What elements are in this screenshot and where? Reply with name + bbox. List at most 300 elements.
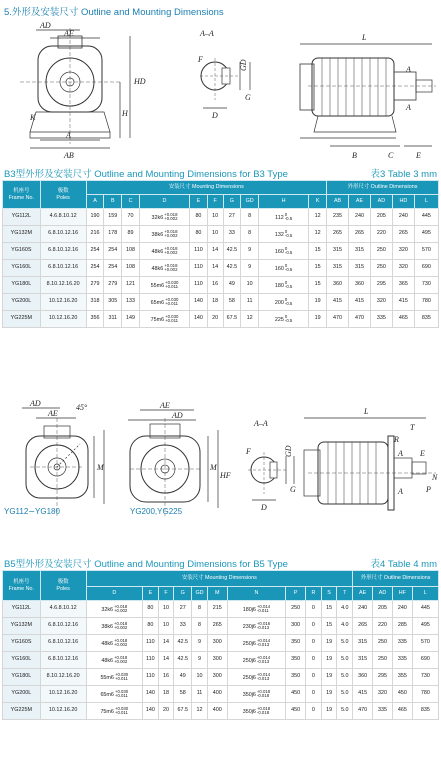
cell-p: 350: [286, 635, 306, 652]
cell-hd: 320: [392, 243, 414, 260]
cell-r: 0: [306, 635, 322, 652]
dim-a: A: [66, 131, 71, 140]
cell-g: 67.5: [174, 703, 192, 720]
dim-l: L: [362, 33, 367, 42]
tolerance: [257, 690, 270, 699]
tolerance: [285, 264, 292, 273]
b3-outline-drawing: [0, 20, 441, 162]
cell-gd: 8: [192, 601, 208, 618]
b5-outline-drawing: [0, 396, 441, 548]
cell-l: 730: [414, 277, 438, 294]
cell-hf: 335: [392, 652, 412, 669]
tolerance-upper: +0.018: [164, 262, 178, 268]
cell-n: [227, 652, 286, 669]
cell-m: 265: [207, 618, 227, 635]
cell-ae: 315: [349, 243, 371, 260]
cell-g: 33: [223, 226, 241, 243]
tolerance: [285, 213, 292, 222]
cell-gd: 10: [241, 277, 259, 294]
tolerance-lower: +0.011: [114, 710, 128, 715]
cell-n: [227, 669, 286, 686]
cell-hf: 355: [392, 669, 412, 686]
cell-c: 133: [122, 294, 140, 311]
cell-d: [139, 243, 189, 260]
b3-row: [3, 226, 439, 243]
cell-e: 80: [190, 226, 208, 243]
cell-d: [139, 226, 189, 243]
b3-col-ae: AE: [349, 195, 371, 209]
value-base: 38k6: [151, 231, 164, 238]
cell-t: 5.0: [337, 703, 353, 720]
tolerance-lower: -0.5: [284, 216, 293, 221]
cell-ae: 315: [349, 260, 371, 277]
cell-f: 10: [207, 209, 223, 226]
tolerance: [285, 281, 292, 290]
cell-a: 254: [86, 243, 104, 260]
poles: 6.8.10.12.16: [40, 635, 86, 652]
cell-s: 19: [321, 703, 337, 720]
cell-ae: 315: [353, 635, 373, 652]
frame-no: YG132M: [3, 618, 41, 635]
cell-k: 15: [309, 277, 327, 294]
b3-col-ad: AD: [370, 195, 392, 209]
cell-f: 14: [207, 260, 223, 277]
cell-c: 149: [122, 311, 140, 328]
cell-ae: 470: [353, 703, 373, 720]
cell-ad: 220: [373, 618, 393, 635]
cell-h: [259, 226, 309, 243]
cell-a: 356: [86, 311, 104, 328]
b5-col-m: M: [207, 587, 227, 601]
cell-k: 12: [309, 209, 327, 226]
value-base: 160: [274, 265, 284, 272]
b5-col-p: P: [286, 587, 306, 601]
b5-row: [3, 703, 439, 720]
tolerance-upper: +0.018: [114, 603, 128, 609]
cell-ad: 205: [373, 601, 393, 618]
frame-no: YG132M: [3, 226, 41, 243]
frame-no: YG225M: [3, 703, 41, 720]
cell-g: 49: [174, 669, 192, 686]
tolerance-upper: +0.030: [165, 279, 179, 285]
cell-p: 250: [286, 601, 306, 618]
cell-ad: 220: [370, 226, 392, 243]
tolerance: [257, 639, 270, 648]
value-base: 55m6: [100, 674, 114, 681]
cell-ae: 265: [349, 226, 371, 243]
cell-e: 110: [143, 652, 159, 669]
b5-col-hf: HF: [392, 587, 412, 601]
b5-dim-g: G: [290, 485, 296, 494]
cell-g: 58: [223, 294, 241, 311]
cell-d: [86, 652, 142, 669]
cell-e: 140: [190, 294, 208, 311]
cell-e: 110: [190, 243, 208, 260]
frame-no: YG160L: [3, 652, 41, 669]
tolerance-upper: 0: [284, 313, 288, 319]
cell-gd: 8: [241, 209, 259, 226]
value-base: 65m6: [100, 691, 114, 698]
cell-e: 140: [143, 686, 159, 703]
b3-header-outline: 外形尺寸 Outline Dimensions: [327, 181, 439, 195]
cell-e: 110: [143, 669, 159, 686]
b5-dim-m: M: [97, 463, 104, 472]
b3-header-poles: 极数 Poles: [40, 181, 86, 209]
b3-row: [3, 209, 439, 226]
poles: 6.8.10.12.16: [40, 618, 86, 635]
cell-b: 311: [104, 311, 122, 328]
cell-g: 67.5: [223, 311, 241, 328]
cell-g: 42.5: [223, 260, 241, 277]
b3-row: [3, 311, 439, 328]
b5-row: [3, 652, 439, 669]
b5-col-t: T: [337, 587, 353, 601]
tolerance: [285, 230, 292, 239]
tolerance-upper: 0: [284, 211, 288, 217]
tolerance-lower: -0.013: [256, 625, 270, 630]
cell-ab: 315: [327, 243, 349, 260]
cell-gd: 8: [241, 226, 259, 243]
cell-g: 42.5: [174, 635, 192, 652]
tolerance-lower: +0.011: [165, 284, 179, 289]
cell-g: 33: [174, 618, 192, 635]
cell-p: 300: [286, 618, 306, 635]
cell-a: 279: [86, 277, 104, 294]
dim-gd: GD: [239, 59, 248, 71]
cell-gd: 9: [192, 635, 208, 652]
cell-c: 89: [122, 226, 140, 243]
cell-s: 19: [321, 686, 337, 703]
tolerance: [165, 315, 178, 324]
cell-b: 159: [104, 209, 122, 226]
dim-h: H: [122, 109, 128, 118]
poles: 4.6.8.10.12: [40, 209, 86, 226]
cell-e: 140: [143, 703, 159, 720]
cell-gd: 12: [241, 311, 259, 328]
cell-gd: 9: [241, 260, 259, 277]
b5-dim-l: L: [364, 407, 369, 416]
cell-e: 80: [143, 618, 159, 635]
cell-ab: 470: [327, 311, 349, 328]
value-base: 250j6: [242, 674, 256, 681]
tolerance-upper: +0.018: [256, 688, 271, 694]
cell-ae: 315: [353, 652, 373, 669]
b5-shaft-section: [248, 452, 294, 500]
b5-caption-large: YG200,YG225: [130, 507, 183, 516]
cell-f: 16: [158, 669, 174, 686]
tolerance-lower: -0.5: [284, 301, 293, 306]
cell-r: 0: [306, 618, 322, 635]
b5-section-mark-a-bottom: A: [398, 487, 403, 496]
tolerance-lower: -0.011: [256, 608, 269, 613]
cell-l: 570: [414, 243, 438, 260]
tolerance-upper: +0.014: [256, 637, 271, 643]
cell-f: 14: [158, 635, 174, 652]
poles: 6.8.10.12.16: [40, 260, 86, 277]
value-base: 350j6: [242, 691, 256, 698]
cell-g: 49: [223, 277, 241, 294]
tolerance-upper: +0.014: [256, 654, 271, 660]
tolerance-upper: +0.030: [114, 705, 129, 711]
tolerance-lower: +0.002: [164, 267, 178, 272]
cell-f: 18: [207, 294, 223, 311]
cell-b: 279: [104, 277, 122, 294]
b3-header-frame: 机座号 Frame No.: [3, 181, 41, 209]
cell-ab: 315: [327, 260, 349, 277]
tolerance-lower: +0.011: [114, 693, 128, 698]
cell-h: [259, 260, 309, 277]
cell-g: 42.5: [223, 243, 241, 260]
cell-r: 0: [306, 652, 322, 669]
cell-e: 80: [143, 601, 159, 618]
tolerance-lower: -0.013: [256, 676, 270, 681]
frame-no: YG225M: [3, 311, 41, 328]
cell-ae: 265: [353, 618, 373, 635]
tolerance-lower: -0.5: [284, 250, 293, 255]
cell-t: 5.0: [337, 635, 353, 652]
cell-ad: 250: [370, 243, 392, 260]
b5-side-view: [304, 418, 436, 510]
cell-f: 18: [158, 686, 174, 703]
tolerance-lower: +0.002: [114, 642, 128, 647]
b5-caption: [4, 556, 437, 570]
b5-dim-n: N: [432, 473, 438, 482]
tolerance-upper: +0.018: [114, 654, 128, 660]
value-base: 48k6: [151, 248, 164, 255]
poles: 6.8.10.12.16: [40, 652, 86, 669]
cell-l: 690: [412, 652, 438, 669]
cell-g: 27: [174, 601, 192, 618]
cell-ae: 240: [353, 601, 373, 618]
value-base: 75m6: [150, 316, 165, 323]
cell-d: [139, 311, 189, 328]
cell-f: 20: [158, 703, 174, 720]
value-base: 48k6: [101, 640, 114, 647]
cell-s: 19: [321, 652, 337, 669]
tolerance-lower: -0.013: [256, 659, 270, 664]
b5-col-l: L: [412, 587, 438, 601]
cell-g: 27: [223, 209, 241, 226]
tolerance-upper: +0.018: [114, 637, 128, 643]
tolerance-upper: +0.018: [164, 211, 178, 217]
dim-ab: AB: [64, 151, 74, 160]
value-base: 180: [274, 282, 284, 289]
cell-b: 178: [104, 226, 122, 243]
b5-header-frame: 机座号 Frame No.: [3, 571, 41, 601]
cell-a: 190: [86, 209, 104, 226]
frame-no: YG112L: [3, 601, 41, 618]
tolerance: [257, 622, 270, 631]
cell-ad: 250: [373, 652, 393, 669]
value-base: 250j6: [242, 657, 256, 664]
b3-side-view: [300, 44, 436, 146]
b3-col-d: D: [139, 195, 189, 209]
b5-dim-ae: AE: [48, 409, 58, 418]
b5-row: [3, 601, 439, 618]
poles: 10.12.16.20: [40, 703, 86, 720]
b3-col-a: A: [86, 195, 104, 209]
cell-h: [259, 294, 309, 311]
cell-ae: 240: [349, 209, 371, 226]
cell-gd: 10: [192, 669, 208, 686]
cell-c: 70: [122, 209, 140, 226]
cell-ae: 360: [353, 669, 373, 686]
tolerance-lower: +0.002: [164, 250, 178, 255]
value-base: 32k6: [151, 214, 164, 221]
dim-d: D: [212, 111, 218, 120]
cell-e: 80: [190, 209, 208, 226]
tolerance: [114, 605, 127, 614]
b3-col-h: H: [259, 195, 309, 209]
value-base: 48k6: [151, 265, 164, 272]
tolerance-upper: +0.030: [165, 313, 179, 319]
cell-h: [259, 209, 309, 226]
tolerance-lower: -0.5: [284, 284, 293, 289]
b5-row: [3, 686, 439, 703]
cell-m: 300: [207, 635, 227, 652]
cell-l: 730: [412, 669, 438, 686]
b5-col-gd: GD: [192, 587, 208, 601]
cell-hd: 265: [392, 226, 414, 243]
cell-gd: 11: [192, 686, 208, 703]
b5-mid-dim-ae: AE: [160, 401, 170, 410]
cell-h: [259, 243, 309, 260]
b5-table-number: 表4 Table 4 mm: [370, 559, 437, 570]
b5-col-f: F: [158, 587, 174, 601]
cell-m: 400: [207, 686, 227, 703]
cell-ab: 360: [327, 277, 349, 294]
poles: 10.12.16.20: [40, 686, 86, 703]
cell-a: 318: [86, 294, 104, 311]
tolerance: [164, 247, 177, 256]
cell-l: 835: [412, 703, 438, 720]
b3-header-mounting: 安装尺寸 Mounting Dimensions: [86, 181, 326, 195]
tolerance: [165, 298, 178, 307]
cell-n: [227, 703, 286, 720]
cell-f: 16: [207, 277, 223, 294]
b5-caption-small: YG112∼YG180: [4, 507, 60, 516]
cell-r: 0: [306, 601, 322, 618]
cell-d: [139, 209, 189, 226]
b3-col-gd: GD: [241, 195, 259, 209]
b3-dimension-table: [2, 180, 439, 328]
tolerance-upper: 0: [284, 279, 288, 285]
b3-col-k: K: [309, 195, 327, 209]
b5-header-mounting: 安装尺寸 Mounting Dimensions: [86, 571, 353, 587]
b5-front-view-large: [128, 410, 218, 516]
cell-m: 300: [207, 652, 227, 669]
cell-p: 450: [286, 686, 306, 703]
cell-gd: 8: [192, 618, 208, 635]
cell-s: 15: [321, 601, 337, 618]
cell-ab: 265: [327, 226, 349, 243]
tolerance: [164, 264, 177, 273]
cell-d: [86, 601, 142, 618]
cell-ae: 415: [349, 294, 371, 311]
tolerance-upper: 0: [284, 228, 288, 234]
b3-col-e: E: [190, 195, 208, 209]
tolerance-lower: -0.5: [284, 233, 293, 238]
b3-col-hd: HD: [392, 195, 414, 209]
cell-e: 110: [190, 277, 208, 294]
b5-col-ae: AE: [353, 587, 373, 601]
value-base: 250j6: [242, 640, 256, 647]
cell-d: [86, 703, 142, 720]
tolerance-upper: +0.030: [165, 296, 179, 302]
cell-l: 445: [414, 209, 438, 226]
cell-hf: 465: [392, 703, 412, 720]
b5-col-g: G: [174, 587, 192, 601]
cell-c: 108: [122, 260, 140, 277]
b5-row: [3, 618, 439, 635]
cell-t: 4.0: [337, 618, 353, 635]
value-base: 160: [274, 248, 284, 255]
cell-f: 14: [207, 243, 223, 260]
b3-table-title: B3型外形及安装尺寸 Outline and Mounting Dimensions for B3 Type: [4, 169, 288, 180]
cell-h: [259, 311, 309, 328]
b3-col-c: C: [122, 195, 140, 209]
cell-b: 305: [104, 294, 122, 311]
cell-s: 19: [321, 669, 337, 686]
tolerance: [257, 656, 270, 665]
cell-f: 10: [207, 226, 223, 243]
b5-col-e: E: [143, 587, 159, 601]
cell-d: [86, 669, 142, 686]
b3-col-g: G: [223, 195, 241, 209]
poles: 6.8.10.12.16: [40, 243, 86, 260]
b3-col-b: B: [104, 195, 122, 209]
cell-c: 121: [122, 277, 140, 294]
cell-ad: 320: [373, 686, 393, 703]
cell-p: 350: [286, 652, 306, 669]
tolerance: [257, 707, 270, 716]
tolerance-upper: +0.018: [256, 705, 271, 711]
frame-no: YG160S: [3, 635, 41, 652]
b5-col-r: R: [306, 587, 322, 601]
b3-row: [3, 243, 439, 260]
section-title: 5.外形及安装尺寸 Outline and Mounting Dimensions: [4, 7, 224, 18]
tolerance-lower: +0.002: [164, 216, 178, 221]
b5-col-n: N: [227, 587, 286, 601]
tolerance: [165, 281, 178, 290]
b5-mid-dim-hf: HF: [220, 471, 231, 480]
cell-g: 58: [174, 686, 192, 703]
value-base: 112: [275, 214, 284, 221]
cell-ae: 470: [349, 311, 371, 328]
cell-n: [227, 635, 286, 652]
cell-t: 5.0: [337, 686, 353, 703]
b5-dim-f: F: [246, 447, 251, 456]
tolerance-upper: +0.018: [114, 620, 128, 626]
b5-col-d: D: [86, 587, 142, 601]
cell-n: [227, 601, 286, 618]
frame-no: YG180L: [3, 669, 41, 686]
cell-hd: 365: [392, 277, 414, 294]
b3-row: [3, 294, 439, 311]
value-base: 65m6: [150, 299, 165, 306]
tolerance-lower: +0.002: [164, 233, 178, 238]
tolerance-lower: -0.5: [284, 267, 293, 272]
tolerance: [257, 673, 270, 682]
cell-l: 780: [414, 294, 438, 311]
cell-hd: 240: [392, 209, 414, 226]
frame-no: YG200L: [3, 294, 41, 311]
b5-section-mark-a-top: A: [398, 449, 403, 458]
b5-dim-e: E: [420, 449, 425, 458]
cell-hd: 320: [392, 260, 414, 277]
cell-s: 15: [321, 618, 337, 635]
cell-l: 495: [412, 618, 438, 635]
